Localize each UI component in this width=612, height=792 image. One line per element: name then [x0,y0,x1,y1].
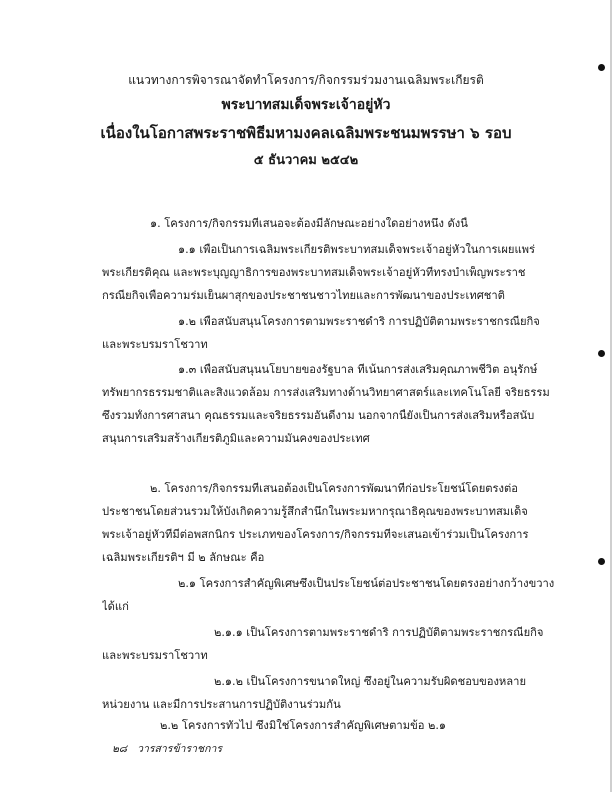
item-2-2-line-1: ๒.๒ โครงการทั่วไป ซึ่งมิใช่โครงการสำคัญพิเศษตามข้อ ๒.๑ [160,719,447,732]
punch-hole-top [598,64,605,71]
section-2-line-2: ประชาชนโดยส่วนรวมให้บังเกิดความรู้สึกสำนึกในพระมหากรุณาธิคุณของพระบาทสมเด็จ [102,505,528,518]
item-2-1-2-line-1: ๒.๑.๒ เป็นโครงการขนาดใหญ่ ซึ่งอยู่ในความรับผิดชอบของหลาย [214,675,526,688]
item-1-3-line-4: สนุนการเสริมสร้างเกียรติภูมิและความมั่นคงของประเทศ [102,432,370,445]
section-2-line-1: ๒. โครงการ/กิจกรรมที่เสนอต้องเป็นโครงการพัฒนาที่ก่อประโยชน์โดยตรงต่อ [150,482,518,495]
header-line-1: แนวทางการพิจารณาจัดทำโครงการ/กิจกรรมร่วมงานเฉลิมพระเกียรติ [128,73,484,87]
item-2-1-line-1: ๒.๑ โครงการสำคัญพิเศษซึ่งเป็นประโยชน์ต่อประชาชนโดยตรงอย่างกว้างขวาง [178,577,555,590]
item-2-1-line-2: ได้แก่ [102,600,129,613]
page-number: ๒๘ [112,743,128,755]
section-2-line-4: เฉลิมพระเกียรติฯ มี ๒ ลักษณะ คือ [102,551,265,564]
publication-name: วารสารข้าราชการ [137,743,223,755]
section-1-heading: ๑. โครงการ/กิจกรรมที่เสนอจะต้องมีลักษณะอย่างใดอย่างหนึ่ง ดังนี้ [150,217,468,230]
punch-hole-middle [598,350,605,357]
item-1-1-line-1: ๑.๑ เพื่อเป็นการเฉลิมพระเกียรติพระบาทสมเด็จพระเจ้าอยู่หัวในการเผยแพร่ [178,243,536,256]
header-date: ๕ ธันวาคม ๒๕๔๒ [253,153,359,168]
section-2-line-3: พระเจ้าอยู่หัวที่มีต่อพสกนิกร ประเภทของโครงการ/กิจกรรมที่จะเสนอเข้าร่วมเป็นโครงการ [102,528,529,541]
page-footer [112,740,222,757]
item-1-3-line-1: ๑.๓ เพื่อสนับสนุนนโยบายของรัฐบาล ที่เน้นการส่งเสริมคุณภาพชีวิต อนุรักษ์ [178,363,538,376]
item-1-2-line-1: ๑.๒ เพื่อสนับสนุนโครงการตามพระราชดำริ การปฏิบัติตามพระราชกรณียกิจ [178,315,540,328]
item-2-1-2-line-2: หน่วยงาน และมีการประสานการปฏิบัติงานร่วมกัน [102,698,341,711]
item-1-2-line-2: และพระบรมราโชวาท [102,338,208,351]
header-line-2: พระบาทสมเด็จพระเจ้าอยู่หัว [221,97,391,113]
header-line-3: เนื่องในโอกาสพระราชพิธีมหามงคลเฉลิมพระชนมพรรษา ๖ รอบ [100,124,512,142]
item-1-1-line-2: พระเกียรติคุณ และพระบุญญาธิการของพระบาทสมเด็จพระเจ้าอยู่หัวที่ทรงบำเพ็ญพระราช [102,266,526,279]
item-1-3-line-2: ทรัพยากรธรรมชาติและสิ่งแวดล้อม การส่งเสริมทางด้านวิทยาศาสตร์และเทคโนโลยี จริยธรรม [102,386,550,399]
punch-hole-lower [598,558,605,565]
item-1-1-line-3: กรณียกิจเพื่อความร่มเย็นผาสุกของประชาชนชาวไทยและการพัฒนาของประเทศชาติ [102,289,505,302]
item-2-1-1-line-2: และพระบรมราโชวาท [102,649,208,662]
item-1-3-line-3: ซึ่งรวมทั้งการศาสนา คุณธรรมและจริยธรรมอันดีงาม นอกจากนี้ยังเป็นการส่งเสริมหรือสนับ [102,409,535,422]
item-2-1-1-line-1: ๒.๑.๑ เป็นโครงการตามพระราชดำริ การปฏิบัติตามพระราชกรณียกิจ [214,626,544,639]
